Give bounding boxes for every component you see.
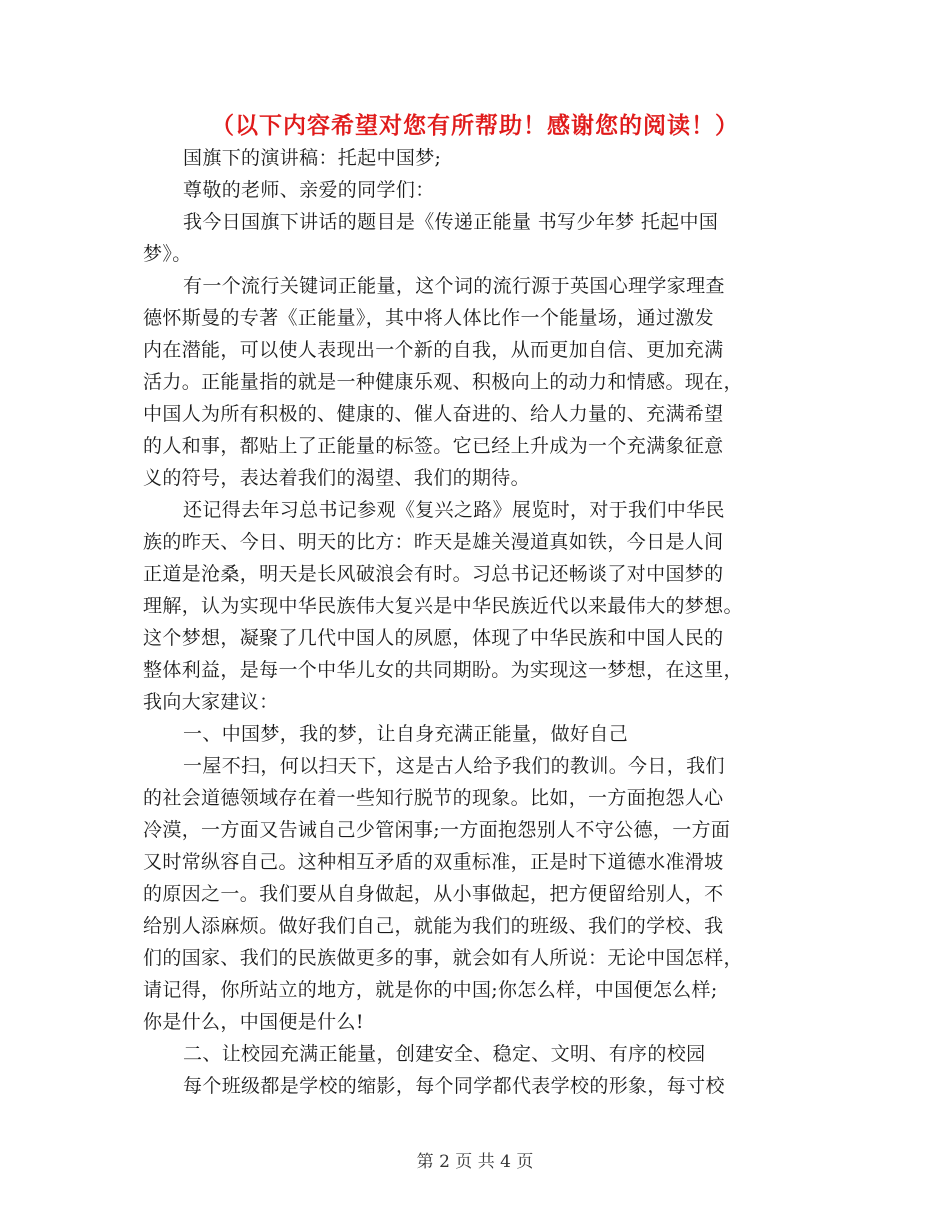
text-line: 正道是沧桑，明天是长风破浪会有时。习总书记还畅谈了对中国梦的 [143,563,724,585]
text-line: 你是什么，中国便是什么! [143,1011,364,1033]
text-line: 一、中国梦，我的梦，让自身充满正能量，做好自己 [183,723,629,745]
text-line: 一屋不扫，何以扫天下，这是古人给予我们的教训。今日，我们 [183,755,725,777]
text-line: 族的昨天、今日、明天的比方：昨天是雄关漫道真如铁，今日是人间 [143,531,724,553]
text-line: 还记得去年习总书记参观《复兴之路》展览时，对于我们中华民 [183,499,725,521]
text-line: 理解，认为实现中华民族伟大复兴是中华民族近代以来最伟大的梦想。 [143,595,743,617]
document-body [143,142,808,1102]
text-line: 中国人为所有积极的、健康的、催人奋进的、给人力量的、充满希望 [143,403,724,425]
text-line: 给别人添麻烦。做好我们自己，就能为我们的班级、我们的学校、我 [143,915,724,937]
text-line: 二、让校园充满正能量，创建安全、稳定、文明、有序的校园 [183,1043,706,1065]
text-line: 的原因之一。我们要从自身做起，从小事做起，把方便留给别人，不 [143,883,724,905]
text-line: 请记得，你所站立的地方，就是你的中国;你怎么样，中国便怎么样; [143,979,718,1001]
text-line: 梦》。 [143,243,192,265]
page-footer: 第 2 页 共 4 页 [416,1152,534,1172]
text-line: 国旗下的演讲稿：托起中国梦; [183,147,442,169]
text-line: 的社会道德领域存在着一些知行脱节的现象。比如，一方面抱怨人心 [143,787,724,809]
text-line: 德怀斯曼的专著《正能量》，其中将人体比作一个能量场，通过激发 [143,307,715,329]
text-line: 我今日国旗下讲话的题目是《传递正能量 书写少年梦 托起中国 [183,211,719,233]
text-line: 的人和事，都贴上了正能量的标签。它已经上升成为一个充满象征意 [143,435,724,457]
text-line: 冷漠，一方面又告诫自己少管闲事;一方面抱怨别人不守公德，一方面 [143,819,731,841]
text-line: 尊敬的老师、亲爱的同学们： [183,179,435,201]
text-line: 们的国家、我们的民族做更多的事，就会如有人所说：无论中国怎样， [143,947,743,969]
text-line: 又时常纵容自己。这种相互矛盾的双重标准，正是时下道德水准滑坡 [143,851,724,873]
header-notice: （以下内容希望对您有所帮助！感谢您的阅读！） [211,112,739,139]
text-line: 内在潜能，可以使人表现出一个新的自我，从而更加自信、更加充满 [143,339,724,361]
text-line: 整体利益，是每一个中华儿女的共同期盼。为实现这一梦想，在这里， [143,659,743,681]
text-line: 义的符号，表达着我们的渴望、我们的期待。 [143,467,531,489]
text-line: 每个班级都是学校的缩影，每个同学都代表学校的形象，每寸校 [183,1075,725,1097]
text-line: 有一个流行关键词正能量，这个词的流行源于英国心理学家理查 [183,275,725,297]
text-line: 我向大家建议： [143,691,279,713]
text-line: 活力。正能量指的就是一种健康乐观、积极向上的动力和情感。现在， [143,371,743,393]
text-line: 这个梦想，凝聚了几代中国人的夙愿，体现了中华民族和中国人民的 [143,627,724,649]
